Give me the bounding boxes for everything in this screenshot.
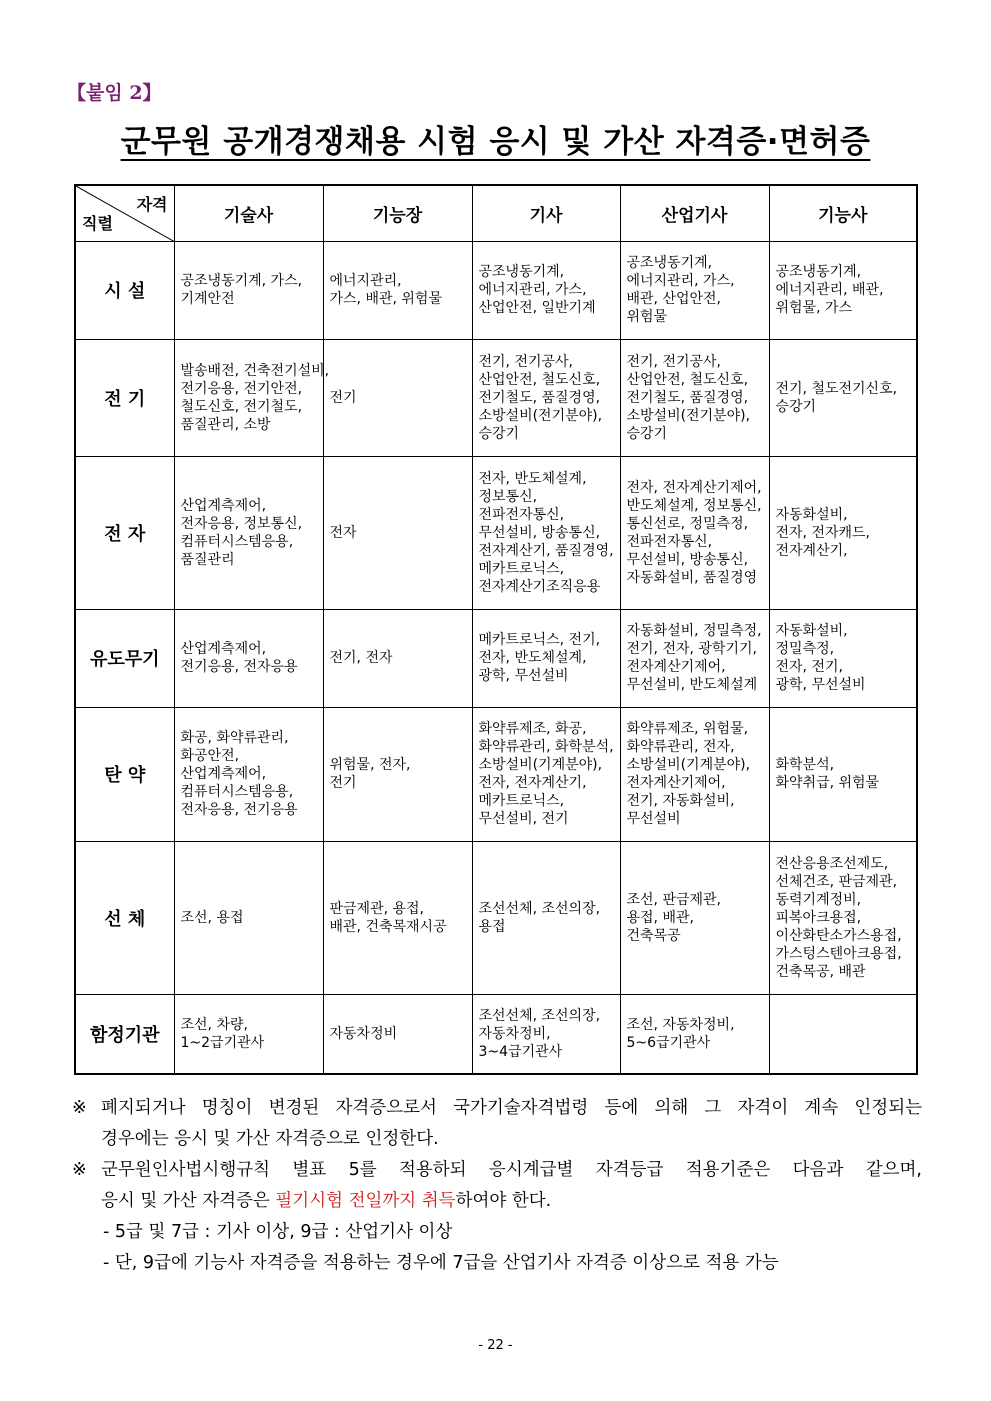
- cell-line: 산업안전, 철도신호,: [626, 371, 749, 388]
- cell-line: 소방설비(전기분야),: [478, 407, 603, 424]
- table-cell: [769, 241, 917, 339]
- table-cell: [620, 339, 769, 456]
- table-row: [75, 241, 917, 339]
- table-cell: [620, 241, 769, 339]
- cell-line: 전파전자통신,: [626, 533, 713, 550]
- table-cell: [323, 841, 472, 994]
- table-cell: [620, 994, 769, 1074]
- cell-line: 3~4급기관사: [478, 1043, 563, 1060]
- cell-line: 화약류관리, 전자,: [626, 739, 735, 755]
- cell-line: 조선선체, 조선의장,: [478, 900, 601, 917]
- table-cell: [174, 994, 323, 1074]
- cell-line: 전자계산기,: [775, 542, 848, 559]
- page-title: 군무원 공개경쟁채용 시험 응시 및 가산 자격증·면허증: [120, 124, 871, 160]
- cell-line: 정밀측정,: [775, 641, 835, 657]
- cell-line: 전자응용, 정보통신,: [180, 515, 303, 532]
- cell-line: 전기, 전자, 광학기기,: [626, 641, 757, 657]
- cell-line: 컴퓨터시스템응용,: [180, 784, 294, 800]
- cell-line: 판금제관, 용접,: [329, 900, 424, 917]
- cell-line: 자동차정비,: [478, 1025, 551, 1042]
- table-cell: [472, 707, 620, 841]
- cell-line: 공조냉동기계,: [478, 264, 565, 280]
- cell-line: 화약류제조, 위험물,: [626, 721, 749, 737]
- table-cell: [620, 841, 769, 994]
- cell-line: 전기: [329, 389, 357, 406]
- cell-line: 전기, 전기공사,: [478, 353, 573, 370]
- note-item: [72, 1093, 922, 1155]
- cell-line: 무선설비, 방송통신,: [626, 551, 749, 568]
- cell-line: 에너지관리,: [329, 273, 402, 289]
- cell-line: 조선, 차량,: [180, 1016, 248, 1033]
- cell-line: 공조냉동기계, 가스,: [180, 273, 303, 289]
- cell-line: 5~6급기관사: [626, 1034, 711, 1051]
- table-cell: [620, 456, 769, 609]
- cell-line: 전기응용, 전자응용: [180, 659, 298, 675]
- cell-line: 무선설비: [626, 811, 681, 827]
- cell-line: 철도신호, 전기철도,: [180, 398, 303, 415]
- cell-line: 전기, 전자: [329, 650, 393, 666]
- page-number: - 22 -: [478, 1338, 513, 1353]
- cell-line: 조선, 자동차정비,: [626, 1016, 735, 1033]
- cell-line: 전기, 자동화설비,: [626, 793, 735, 809]
- table-cell: [472, 456, 620, 609]
- cell-line: 산업안전, 일반기계: [478, 300, 596, 316]
- cell-line: 가스텅스텐아크용접,: [775, 945, 902, 962]
- cell-line: 승강기: [775, 398, 817, 415]
- table-cell: [174, 707, 323, 841]
- cell-line: 건축목공: [626, 927, 681, 944]
- cell-line: 산업안전, 철도신호,: [478, 371, 601, 388]
- cell-line: 품질관리: [180, 551, 235, 568]
- table-cell: [174, 339, 330, 456]
- cell-line: 자동화설비,: [775, 506, 848, 523]
- cell-line: 위험물, 전자,: [329, 757, 411, 773]
- cell-line: 이산화탄소가스용접,: [775, 927, 902, 944]
- table-cell: [472, 841, 620, 994]
- cell-line: 품질관리, 소방: [180, 416, 271, 433]
- table-cell: [323, 707, 472, 841]
- note-sub-item: - 5급 및 7급 : 기사 이상, 9급 : 산업기사 이상: [103, 1222, 453, 1242]
- table-row: [75, 994, 917, 1074]
- cell-line: 광학, 무선설비: [775, 677, 866, 693]
- cell-line: 메카트로닉스,: [478, 793, 565, 809]
- table-row: [75, 339, 917, 456]
- cell-line: 메카트로닉스,: [478, 560, 565, 577]
- cell-line: 산업계측제어,: [180, 641, 267, 657]
- cell-line: 소방설비(전기분야),: [626, 407, 751, 424]
- table-cell: [174, 456, 323, 609]
- table-cell: [323, 994, 472, 1074]
- table-cell: [769, 609, 917, 707]
- table-cell: [472, 994, 620, 1074]
- cell-line: 컴퓨터시스템응용,: [180, 533, 294, 550]
- cell-line: 전기: [329, 775, 357, 791]
- cell-line: 전자, 반도체설계,: [478, 470, 587, 487]
- corner-header-cell: [75, 185, 174, 241]
- column-header-industrial-engineer: 산업기사: [620, 185, 769, 241]
- note-text: 폐지되거나 명칭이 변경된 자격증으로서 국가기술자격법령 등에 의해 그 자격이 계속 인정되는: [101, 1098, 922, 1118]
- cell-line: 에너지관리, 가스,: [478, 282, 587, 298]
- cell-line: 위험물: [626, 309, 668, 325]
- cell-line: 에너지관리, 배관,: [775, 282, 884, 298]
- table-cell: [769, 994, 917, 1074]
- notes-section: [72, 1093, 922, 1279]
- cell-line: 피복아크용접,: [775, 909, 862, 926]
- table-cell: [323, 609, 472, 707]
- qualification-table: [74, 184, 918, 1075]
- cell-line: 화약취급, 위험물: [775, 775, 880, 791]
- column-header-engineer: 기사: [472, 185, 620, 241]
- cell-line: 전자계산기제어,: [626, 659, 726, 675]
- cell-line: 무선설비, 방송통신,: [478, 524, 601, 541]
- cell-line: 자동화설비, 품질경영: [626, 569, 758, 586]
- table-cell: [472, 241, 620, 339]
- cell-line: 가스, 배관, 위험물: [329, 291, 442, 307]
- cell-line: 화학분석,: [775, 757, 835, 773]
- cell-line: 산업계측제어,: [180, 497, 267, 514]
- cell-line: 발송배전, 건축전기설비,: [180, 362, 330, 379]
- cell-line: 전자: [329, 524, 357, 541]
- table-cell: [323, 339, 472, 456]
- cell-line: 자동차정비: [329, 1025, 398, 1042]
- cell-line: 전자계산기제어,: [626, 775, 726, 791]
- cell-line: 화약류제조, 화공,: [478, 721, 587, 737]
- note-item: [72, 1155, 922, 1217]
- cell-line: 조선, 용접: [180, 909, 244, 926]
- row-header: 시 설: [75, 241, 174, 339]
- cell-line: 조선선체, 조선의장,: [478, 1007, 601, 1024]
- table-cell: [323, 241, 472, 339]
- cell-line: 통신선로, 정밀측정,: [626, 515, 749, 532]
- table-row: [75, 841, 917, 994]
- note-text-part: 응시 및 가산 자격증은: [101, 1191, 276, 1211]
- cell-line: 화약류관리, 화학분석,: [478, 739, 614, 755]
- table-cell: [472, 609, 620, 707]
- note-mark: ※: [72, 1160, 87, 1180]
- cell-line: 1~2급기관사: [180, 1034, 265, 1051]
- table-cell: [174, 609, 323, 707]
- column-header-craftsman: 기능사: [769, 185, 917, 241]
- cell-line: 전자, 전기,: [775, 659, 843, 675]
- cell-line: 기계안전: [180, 291, 235, 307]
- table-cell: [769, 707, 917, 841]
- cell-line: 자동화설비,: [775, 623, 848, 639]
- table-row: [75, 707, 917, 841]
- cell-line: 전자, 전자계산기제어,: [626, 479, 762, 496]
- cell-line: 전기응용, 전기안전,: [180, 380, 303, 397]
- cell-line: 선체건조, 판금제관,: [775, 873, 898, 890]
- cell-line: 자동화설비, 정밀측정,: [626, 623, 762, 639]
- cell-line: 조선, 판금제관,: [626, 891, 721, 908]
- cell-line: 전자계산기조직응용: [478, 578, 601, 595]
- cell-line: 전자응용, 전기응용: [180, 802, 298, 818]
- cell-line: 전기, 철도전기신호,: [775, 380, 898, 397]
- row-header: 전 자: [75, 456, 174, 609]
- cell-line: 소방설비(기계분야),: [478, 757, 603, 773]
- table-cell: [769, 456, 917, 609]
- cell-line: 배관, 건축목재시공: [329, 918, 447, 935]
- cell-line: 무선설비, 반도체설계: [626, 677, 758, 693]
- cell-line: 에너지관리, 가스,: [626, 273, 735, 289]
- cell-line: 공조냉동기계,: [775, 264, 862, 280]
- table-cell: [620, 609, 769, 707]
- table-cell: [472, 339, 620, 456]
- note-text: 경우에는 응시 및 가산 자격증으로 인정한다.: [101, 1129, 439, 1149]
- cell-line: 건축목공, 배관: [775, 963, 866, 980]
- row-header: 전 기: [75, 339, 174, 456]
- note-text: [101, 1186, 922, 1217]
- cell-line: 무선설비, 전기: [478, 811, 569, 827]
- cell-line: 화공, 화약류관리,: [180, 730, 289, 746]
- cell-line: 정보통신,: [478, 488, 538, 505]
- table-header-row: [75, 185, 917, 241]
- table-cell: [174, 241, 323, 339]
- row-header: 유도무기: [75, 609, 174, 707]
- cell-line: 배관, 산업안전,: [626, 291, 721, 307]
- table-cell: [769, 841, 917, 994]
- row-header: 탄 약: [75, 707, 174, 841]
- cell-line: 전기철도, 품질경영,: [626, 389, 749, 406]
- note-text-part: 하여야 한다.: [455, 1191, 552, 1211]
- row-header: 함정기관: [75, 994, 174, 1074]
- cell-line: 전파전자통신,: [478, 506, 565, 523]
- cell-line: 전산응용조선제도,: [775, 855, 889, 872]
- column-header-master-craftsman: 기능장: [323, 185, 472, 241]
- cell-line: 승강기: [478, 425, 520, 442]
- cell-line: 산업계측제어,: [180, 766, 267, 782]
- cell-line: 메카트로닉스, 전기,: [478, 632, 601, 648]
- table-row: [75, 609, 917, 707]
- table-cell: [620, 707, 769, 841]
- column-header-professional-engineer: 기술사: [174, 185, 323, 241]
- note-sub-item: - 단, 9급에 기능사 자격증을 적용하는 경우에 7급을 산업기사 자격증 이상으로 적용 가능: [103, 1253, 779, 1273]
- row-header: 선 체: [75, 841, 174, 994]
- cell-line: 용접: [478, 918, 506, 935]
- cell-line: 동력기계정비,: [775, 891, 862, 908]
- cell-line: 전자, 반도체설계,: [478, 650, 587, 666]
- cell-line: 승강기: [626, 425, 668, 442]
- cell-line: 광학, 무선설비: [478, 668, 569, 684]
- table-cell: [769, 339, 917, 456]
- cell-line: 전자, 전자계산기,: [478, 775, 587, 791]
- cell-line: 공조냉동기계,: [626, 255, 713, 271]
- cell-line: 반도체설계, 정보통신,: [626, 497, 762, 514]
- cell-line: 소방설비(기계분야),: [626, 757, 751, 773]
- attachment-label: 【붙임 2】: [67, 82, 162, 104]
- cell-line: 전기철도, 품질경영,: [478, 389, 601, 406]
- table-cell: [174, 841, 323, 994]
- table-row: [75, 456, 917, 609]
- cell-line: 용접, 배관,: [626, 909, 694, 926]
- corner-label-job-series: 직렬: [82, 213, 113, 233]
- note-highlight: 필기시험 전일까지 취득: [275, 1191, 456, 1211]
- cell-line: 전자계산기, 품질경영,: [478, 542, 614, 559]
- table-body: [75, 241, 917, 1074]
- note-text: 군무원인사법시행규칙 별표 5를 적용하되 응시계급별 자격등급 적용기준은 다음과 같으며,: [101, 1160, 922, 1180]
- table-cell: [323, 456, 472, 609]
- cell-line: 전자, 전자캐드,: [775, 524, 870, 541]
- cell-line: 전기, 전기공사,: [626, 353, 721, 370]
- cell-line: 화공안전,: [180, 748, 240, 764]
- cell-line: 위험물, 가스: [775, 300, 853, 316]
- note-mark: ※: [72, 1098, 87, 1118]
- corner-label-qualification: 자격: [136, 195, 168, 214]
